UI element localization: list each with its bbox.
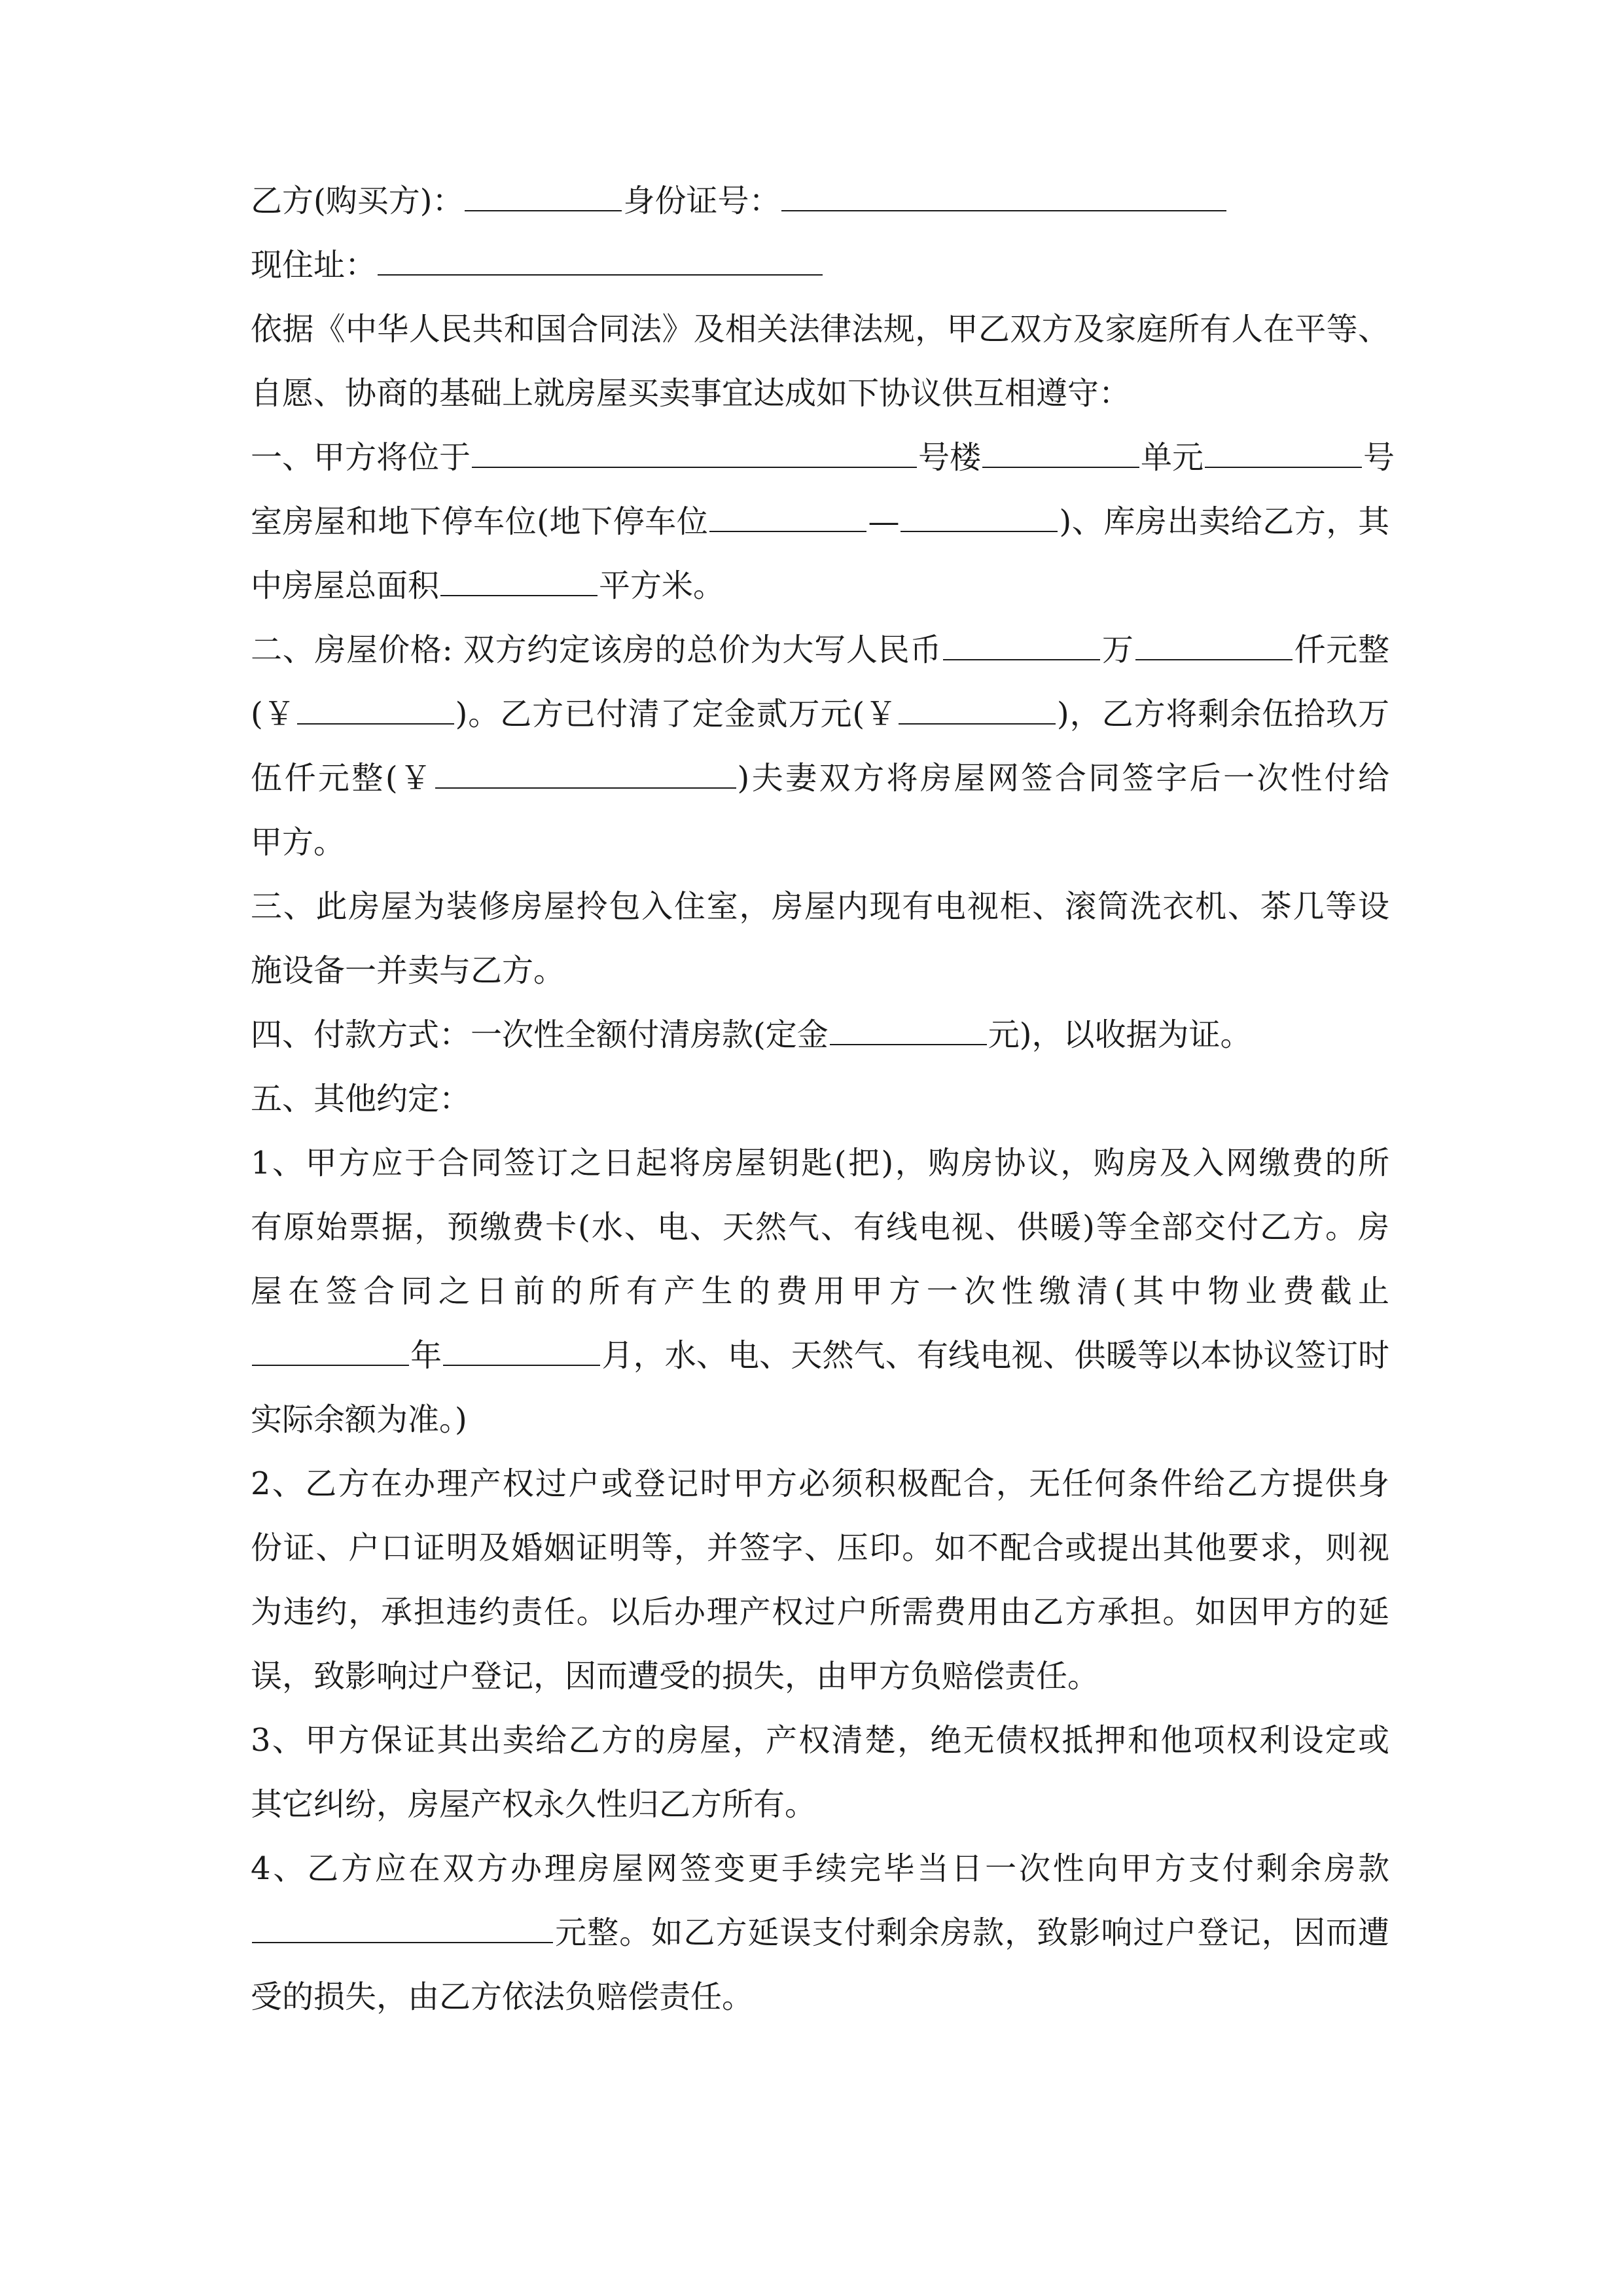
text-line: 2、乙方在办理产权过户或登记时甲方必须积极配合，无任何条件给乙方提供身	[251, 1465, 1389, 1502]
text-segment: 室房屋和地下停车位(地下停车位	[251, 503, 709, 540]
text-line: 实际余额为准。)	[251, 1401, 467, 1438]
price-wan-blank[interactable]	[943, 633, 1100, 660]
text-line: 五、其他约定：	[251, 1081, 471, 1117]
text-line: 1、甲方应于合同签订之日起将房屋钥匙(把)，购房协议，购房及入网缴费的所	[251, 1145, 1389, 1181]
text-segment: 万	[1101, 632, 1134, 668]
text-line: 为违约，承担违约责任。以后办理产权过户所需费用由乙方承担。如因甲方的延	[251, 1594, 1389, 1630]
clause-1-parking	[251, 490, 1389, 554]
price-number-blank[interactable]	[297, 697, 454, 725]
text-segment: )。乙方已付清了定金贰万元(￥	[455, 696, 897, 732]
text-line: 受的损失，由乙方依法负赔偿责任。	[251, 1979, 754, 2015]
text-segment: 平方米。	[599, 567, 725, 604]
text-segment: (￥	[251, 696, 296, 732]
clause-2-price	[251, 618, 1389, 682]
area-blank[interactable]	[440, 569, 597, 596]
text-segment: )、库房出卖给乙方，其	[1059, 503, 1389, 540]
text-line: 份证、户口证明及婚姻证明等，并签字、压印。如不配合或提出其他要求，则视	[251, 1530, 1389, 1566]
id-number-label: 身份证号：	[623, 183, 781, 219]
address-label: 现住址：	[251, 247, 377, 283]
id-number-blank[interactable]	[781, 184, 1226, 211]
text-line: 3、甲方保证其出卖给乙方的房屋，产权清楚，绝无债权抵押和他项权利设定或	[251, 1722, 1389, 1759]
remaining-amount-blank[interactable]	[252, 1916, 553, 1943]
buyer-label: 乙方(购买方)：	[251, 183, 464, 219]
text-line: 4、乙方应在双方办理房屋网签变更手续完毕当日一次性向甲方支付剩余房款	[251, 1850, 1389, 1887]
text-segment: 元)，以收据为证。	[988, 1016, 1252, 1053]
month-blank[interactable]	[443, 1338, 600, 1366]
text-segment: 月，水、电、天然气、有线电视、供暖等以本协议签订时	[601, 1337, 1389, 1374]
text-line: 依据《中华人民共和国合同法》及相关法律法规，甲乙双方及家庭所有人在平等、	[251, 311, 1389, 348]
building-blank[interactable]	[982, 440, 1139, 468]
clause-5-1-date	[251, 1323, 1389, 1388]
text-line: 屋在签合同之日前的所有产生的费用甲方一次性缴清(其中物业费截止	[251, 1273, 1389, 1310]
clause-1-location	[251, 425, 1395, 490]
text-segment: 中房屋总面积	[251, 567, 440, 604]
text-line: 施设备一并卖与乙方。	[251, 952, 565, 989]
text-line: 误，致影响过户登记，因而遭受的损失，由甲方负赔偿责任。	[251, 1658, 1099, 1695]
text-line: 甲方。	[251, 824, 346, 861]
text-segment: 四、付款方式：一次性全额付清房款(定金	[251, 1016, 829, 1053]
text-line: 其它纠纷，房屋产权永久性归乙方所有。	[251, 1786, 817, 1823]
text-segment: 仟元整	[1293, 632, 1389, 668]
text-segment: )夫妻双方将房屋网签合同签字后一次性付给	[737, 760, 1389, 797]
text-segment: 一、甲方将位于	[251, 439, 471, 476]
balance-number-blank[interactable]	[435, 761, 736, 789]
clause-2-balance	[251, 746, 1389, 810]
clause-1-area	[251, 554, 1389, 618]
parking-from-blank[interactable]	[709, 505, 866, 532]
text-segment: 单元	[1141, 439, 1204, 476]
text-segment: 元整。如乙方延误支付剩余房款，致影响过户登记，因而遭	[554, 1914, 1389, 1951]
deposit-number-blank[interactable]	[899, 697, 1056, 725]
clause-4-payment	[251, 1003, 1389, 1067]
text-segment: 年	[410, 1337, 442, 1374]
clause-5-4-remaining	[251, 1901, 1389, 1965]
buyer-name-blank[interactable]	[465, 184, 622, 211]
text-segment: 二、房屋价格: 双方约定该房的总价为大写人民币	[251, 632, 942, 668]
parking-to-blank[interactable]	[901, 505, 1058, 532]
price-qian-blank[interactable]	[1135, 633, 1293, 660]
text-segment: 伍仟元整(￥	[251, 760, 434, 797]
text-segment: 号	[1363, 439, 1395, 476]
text-line: 有原始票据，预缴费卡(水、电、天然气、有线电视、供暖)等全部交付乙方。房	[251, 1209, 1389, 1246]
location-blank[interactable]	[472, 440, 917, 468]
text-segment: 号楼	[918, 439, 982, 476]
text-line: 自愿、协商的基础上就房屋买卖事宜达成如下协议供互相遵守：	[251, 375, 1131, 412]
text-segment: )，乙方将剩余伍拾玖万	[1056, 696, 1389, 732]
clause-2-deposit	[251, 682, 1389, 746]
unit-blank[interactable]	[1205, 440, 1362, 468]
contract-body	[251, 169, 1395, 2029]
year-blank[interactable]	[252, 1338, 409, 1366]
text-line: 三、此房屋为装修房屋拎包入住室，房屋内现有电视柜、滚筒洗衣机、茶几等设	[251, 888, 1389, 925]
buyer-line	[251, 169, 1389, 233]
deposit-amount-blank[interactable]	[830, 1018, 987, 1045]
text-segment: —	[868, 503, 900, 540]
address-line	[251, 233, 1389, 297]
address-blank[interactable]	[378, 248, 823, 276]
